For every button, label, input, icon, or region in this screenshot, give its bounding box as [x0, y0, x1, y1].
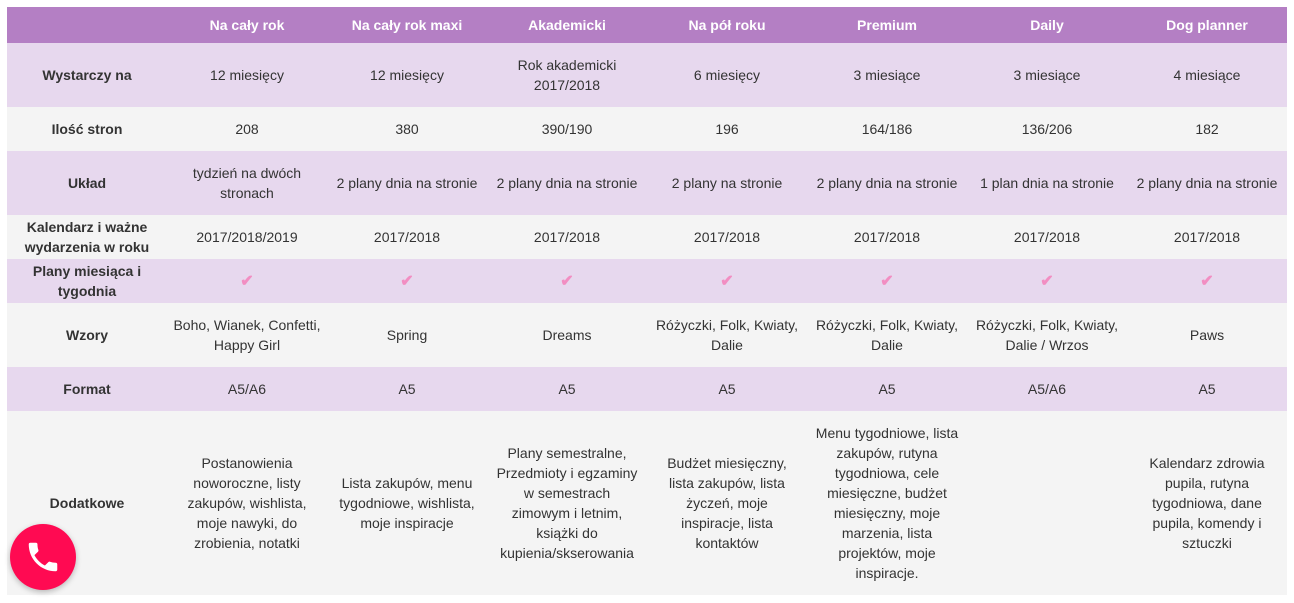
table-cell: A5 [878, 381, 896, 397]
table-cell: 12 miesięcy [370, 67, 444, 83]
checkmark-icon: ✔ [1200, 272, 1214, 290]
table-cell: 164/186 [861, 121, 913, 137]
header-cell-na-caly-rok-maxi: Na cały rok maxi [327, 7, 487, 43]
checkmark-icon: ✔ [240, 272, 254, 290]
table-row-format [7, 367, 1287, 411]
table-cell: 2 plany na stronie [671, 175, 783, 191]
table-cell: 4 miesiące [1173, 67, 1241, 83]
table-cell: 380 [395, 121, 419, 137]
table-cell: 2017/2018 [373, 229, 441, 245]
table-cell: 196 [715, 121, 739, 137]
table-cell: tydzień na dwóch stronach [192, 165, 302, 201]
table-cell: Różyczki, Folk, Kwiaty, Dalie [815, 317, 959, 353]
table-cell: 2 plany dnia na stronie [1136, 175, 1278, 191]
table-row-plany [7, 259, 1287, 303]
table-cell: 390/190 [541, 121, 593, 137]
row-label: Wzory [66, 327, 108, 343]
header-cell-na-pol-roku: Na pół roku [647, 7, 807, 43]
table-cell: Różyczki, Folk, Kwiaty, Dalie [655, 317, 799, 353]
table-cell: Rok akademicki 2017/2018 [517, 57, 617, 93]
call-button[interactable] [10, 524, 76, 590]
table-cell: A5/A6 [1027, 381, 1067, 397]
table-cell: Spring [386, 327, 428, 343]
table-cell: 2017/2018 [853, 229, 921, 245]
table-cell [967, 411, 1127, 595]
table-cell: Paws [1189, 327, 1225, 343]
checkmark-icon: ✔ [400, 272, 414, 290]
table-cell: Plany semestralne, Przedmioty i egzaminy w semestrach zimowym i letnim, książki do kupienia/skserowania [496, 445, 638, 561]
table-cell: 2 plany dnia na stronie [816, 175, 958, 191]
row-label: Kalendarz i ważne wydarzenia w roku [24, 219, 150, 255]
table-row-dodatkowe [7, 411, 1287, 595]
table-cell [967, 259, 1127, 303]
table-cell: 6 miesięcy [693, 67, 761, 83]
table-cell: 2017/2018 [693, 229, 761, 245]
row-label: Dodatkowe [49, 495, 125, 511]
table-cell: Postanowienia noworoczne, listy zakupów, wishlista, moje nawyki, do zrobienia, notatki [187, 455, 307, 551]
row-label: Format [63, 381, 111, 397]
header-cell-na-caly-rok: Na cały rok [167, 7, 327, 43]
table-cell: Budżet miesięczny, lista zakupów, lista życzeń, moje inspiracje, lista kontaktów [667, 455, 787, 551]
row-label: Ilość stron [51, 121, 123, 137]
table-cell: Dreams [542, 327, 592, 343]
table-cell: Boho, Wianek, Confetti, Happy Girl [173, 317, 321, 353]
checkmark-icon: ✔ [560, 272, 574, 290]
checkmark-icon: ✔ [880, 272, 894, 290]
table-cell: Różyczki, Folk, Kwiaty, Dalie / Wrzos [975, 317, 1119, 353]
table-cell [487, 259, 647, 303]
table-cell: 2017/2018 [1013, 229, 1081, 245]
header-cell-premium: Premium [807, 7, 967, 43]
table-cell: Lista zakupów, menu tygodniowe, wishlista, moje inspiracje [339, 475, 475, 531]
table-row-wystarczy-na [7, 43, 1287, 107]
row-label: Plany miesiąca i tygodnia [32, 263, 142, 299]
table-row-uklad [7, 151, 1287, 215]
table-header-row [7, 7, 1287, 43]
table-cell: 2017/2018/2019 [196, 229, 298, 245]
table-cell [327, 259, 487, 303]
table-row-ilosc-stron [7, 107, 1287, 151]
table-cell: 2 plany dnia na stronie [496, 175, 638, 191]
table-row-wzory [7, 303, 1287, 367]
table-cell: 3 miesiące [1013, 67, 1081, 83]
comparison-table-container [7, 7, 1287, 595]
table-cell: 2017/2018 [1173, 229, 1241, 245]
checkmark-icon: ✔ [1040, 272, 1054, 290]
table-cell [647, 259, 807, 303]
planner-comparison-table [7, 7, 1287, 595]
table-cell: Kalendarz zdrowia pupila, rutyna tygodniowa, dane pupila, komendy i sztuczki [1149, 455, 1265, 551]
table-cell: 208 [235, 121, 259, 137]
row-label: Układ [67, 175, 107, 191]
table-cell [1127, 259, 1287, 303]
header-cell-daily: Daily [967, 7, 1127, 43]
table-cell: 182 [1195, 121, 1219, 137]
table-cell: A5 [1198, 381, 1216, 397]
table-row-kalendarz [7, 215, 1287, 259]
table-cell: 1 plan dnia na stronie [980, 175, 1114, 191]
checkmark-icon: ✔ [720, 272, 734, 290]
table-cell: 136/206 [1021, 121, 1073, 137]
row-label: Wystarczy na [42, 67, 132, 83]
header-cell-empty [7, 7, 167, 43]
table-cell: 12 miesięcy [210, 67, 284, 83]
table-cell: A5 [558, 381, 576, 397]
table-cell: A5/A6 [227, 381, 267, 397]
table-cell: Menu tygodniowe, lista zakupów, rutyna tygodniowa, cele miesięczne, budżet miesięczny, moje marzenia, lista projektów, moje inspiracje. [815, 425, 959, 581]
header-cell-akademicki: Akademicki [487, 7, 647, 43]
table-cell: A5 [398, 381, 416, 397]
table-cell: 2 plany dnia na stronie [336, 175, 478, 191]
table-cell [807, 259, 967, 303]
table-cell: A5 [718, 381, 736, 397]
table-cell [167, 259, 327, 303]
table-cell: 3 miesiące [853, 67, 921, 83]
phone-icon [24, 538, 62, 576]
table-cell: 2017/2018 [533, 229, 601, 245]
header-cell-dog-planner: Dog planner [1127, 7, 1287, 43]
